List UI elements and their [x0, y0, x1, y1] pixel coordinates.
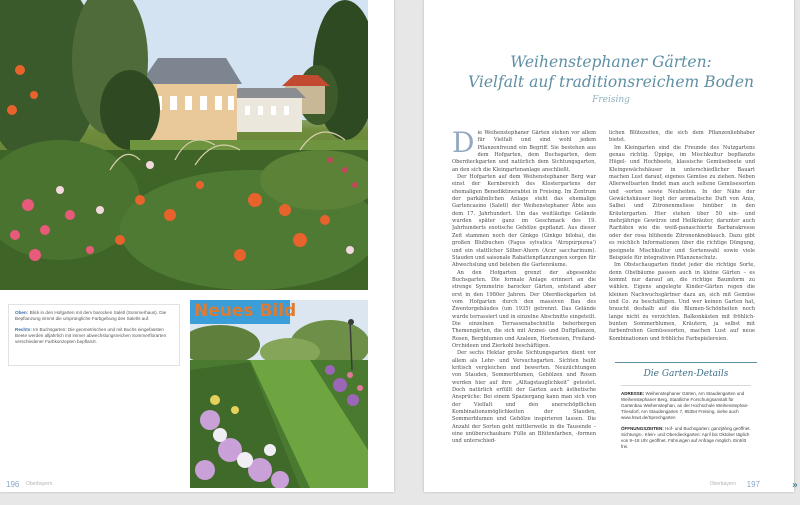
- article-paragraph: Im Obstschaugarten findet jeder die richtige Sorte, denn Obstbäume passen auch in kleine Gärten – es kommt nur darauf an, die richtige Baumform zu wählen. Eigens angelegte Kinder-Gärten regen die kleinen Nachwuchsgärtner dazu an, sich mit Gemüse und Co. zu beschäftigen. Und wer keinen Garten hat, braucht deshalb auf die Blumen-Schönheiten noch lange nicht zu verzichten. Balkonkästen mit fröhlich-bunten Sommerblumen, Kräutern, ja selbst mit farbenfrohen Gemüsesorten, machen Lust auf neue Kombinationen und fröhliche Farbspielereien.: [609, 262, 755, 342]
- garden-photo-saletl: [0, 0, 368, 290]
- address-label: ADRESSE:: [621, 391, 645, 396]
- article-column-2: [609, 130, 755, 355]
- running-head-right: Oberbayern: [709, 481, 736, 487]
- garden-details-body: [615, 391, 757, 450]
- garden-details-divider: [621, 385, 751, 386]
- hours-label: ÖFFNUNGSZEITEN:: [621, 426, 664, 431]
- folio-right: 197: [746, 480, 760, 489]
- article-title-line-2: Vielfalt auf traditionsreichem Boden: [467, 73, 754, 91]
- drop-cap: D: [452, 130, 475, 159]
- photo-captions: [8, 304, 180, 366]
- hours-text: Hof- und Buchsgarten: ganzjährig geöffnet. Sichtungs-, Klein- und Oberdieckgarten: April bis Oktober täglich von 9–18 Uhr geöffnet. Führungen auf Anfrage möglich. Eintritt frei.: [621, 426, 751, 449]
- article-paragraph-text: ie Weihenstephaner Gärten stehen vor allem für Vielfalt und sind wohl jedem Pflanzenfreund ein Begriff. Sie bestehen aus dem Hofgarten, dem Buchsgarten, dem Oberdieckgarten und natürlich dem Sichtungsgarten, an den sich die Kleingartenanlage anschließt.: [452, 130, 596, 173]
- article-paragraph: Der Hofgarten auf dem Weihenstephaner Berg war einst der Kernbereich des Klostergartens der ehemaligen Benediktinerabtei in Freising. Im Zentrum der parkähnlichen Anlage steht das ehemalige Gartencasino (Saletl) der Weihenstephaner Äbte aus dem 17. Jahrhundert. Um das weitläufige Gelände wurden später ganz im Geschmack des 19. Jahrhunderts exotische Gehölze gepflanzt. Aus dieser Zeit stammen noch der Ginkgo (Ginkgo biloba), die großen Blutbuchen (Fagus sylvatica 'Atropurpurea') und ein stattlicher Silber-Ahorn (Acer saccharinum). Stauden und saisonale Rabattenpflanzungen sorgen für Abwechslung und beleben die Gartenräume.: [452, 174, 596, 269]
- folio-left: 196: [6, 480, 20, 489]
- article-title: [466, 52, 756, 92]
- garden-details-hours: [621, 426, 751, 450]
- caption-right: [15, 327, 173, 345]
- article-paragraph: Der sechs Hektar große Sichtungsgarten dient vor allem als Lehr- und Versuchsgarten. Sichten heißt kritisch vergleichen und bewerten. Neuzüchtungen von Stauden, Sommerblumen, Gehölzen und Rosen werden hier auf ihre „Alltagstauglichkeit“ getestet. Doch natürlich erfüllt der Garten auch ästhetische Ansprüche: Bei einem Spaziergang kann man sich von der Vielfalt und den unerschöpflichen Kombinationsmöglichkeiten der Stauden, Sommerblumen und Gehölze inspirieren lassen. Die Anzahl der Sorten geht mittlerweile in die Tausende – eine unüberschaubare Fülle an Blütenfarben, -formen und unterschied-: [452, 350, 596, 445]
- article-location: Freising: [592, 95, 630, 105]
- article-paragraph: [452, 130, 596, 174]
- garden-photo-buchsgarten-illustration: [190, 300, 368, 488]
- article-paragraph: lichen Blütezeiten, die sich dem Pflanzenliebhaber bietet.: [609, 130, 755, 144]
- caption-top-label: Oben:: [15, 310, 29, 315]
- article-title-line-1: Weihenstephaner Gärten:: [510, 53, 712, 71]
- article-column-1: [452, 130, 596, 475]
- address-text: Weihenstephaner Gärten, Am Staudengarten und Weihenstephaner Berg, Staatliche Forschungsanstalt für Gartenbau Weihenstephan, an der Hochschule Weihenstephan-Triesdorf, Am Staudengarten 7, 85354 Freising, siehe auch www.hswt.de/Sprechgarten: [621, 391, 749, 420]
- next-page-arrow-icon[interactable]: »: [791, 480, 798, 491]
- caption-right-text: Im Buchsgarten: Die geometrischen und mit Buchs eingefassten Beete werden alljährlich mit immer abwechslungsreichen Sommerflorarten verschiedener Farbkonzepten bepflanzt.: [15, 327, 167, 344]
- new-image-badge: [190, 300, 297, 324]
- caption-top: [15, 310, 173, 322]
- caption-top-text: Blick in den Hofgarten mit dem barocken Saletl (Sommerhaus). Die Bepflanzung nimmt die ursprüngliche Farbgebung des Saletls auf.: [15, 310, 167, 321]
- garden-photo-buchsgarten: [190, 300, 368, 488]
- left-page: [0, 0, 394, 492]
- garden-details-address: [621, 391, 751, 421]
- caption-right-label: Rechts:: [15, 327, 32, 332]
- running-head-left: Oberbayern: [26, 481, 53, 487]
- garden-details-box: [615, 362, 757, 476]
- article-paragraph: An den Hofgarten grenzt der abgesenkte Buchsgarten. Die formale Anlage erinnert an die strenge Symmetrie barocker Gärten, entstand aber erst in den 1980er Jahren. Der Oberdieckgarten ist vom Hofgarten durch den massiven Bau des Zwentorgebäudes (um 1935) getrennt. Das Gelände wurde terrassiert und in einzelne Abschnitte eingeteilt. Die einzelnen Terrassenabschnitte beherbergen Themengärten, die sich mit Arznei- und Duftpflanzen, Rosen, Bergblumen und Azaleen, Hortensien, Freiland-Orchideen und Zierkohl beschäftigen.: [452, 269, 596, 349]
- garden-photo-saletl-illustration: [0, 0, 368, 290]
- article-paragraph: Im Kleingarten sind die Freunde des Nutzgartens genau richtig. Üppige, im Mischkultur bepflanzte Hügel- und Hochbeete, klassische Gemüsebeete und Kleingewächshäuser in unterschiedlicher Bauart machen Lust darauf, eigenes Gemüse zu ziehen. Neben Allerweltsarten findet man auch seltene Gemüsesorten und -sorten sowie Neuheiten. In der Nähe der Gewächshäuser liegt der aromatische Duft von Anis, Salbei und Zitronenmelisse hinüber in den Kräutergarten. Hier stehen über 50 ein- und mehrjährige Gewürze und Heilkräuter, darunter auch Raritäten wie die weiß-panaschierte Barbarakresse oder der rosa blühende Zitronenknoblauch. Dazu gibt es reichlich Informationen über die richtige Düngung, geeignete Mischkultur und Sortenwahl sowie viele Beispiele für integrativen Pflanzenschutz.: [609, 144, 755, 261]
- garden-details-title: Die Garten-Details: [643, 369, 729, 379]
- new-image-badge-text: Neues Bild: [194, 301, 297, 321]
